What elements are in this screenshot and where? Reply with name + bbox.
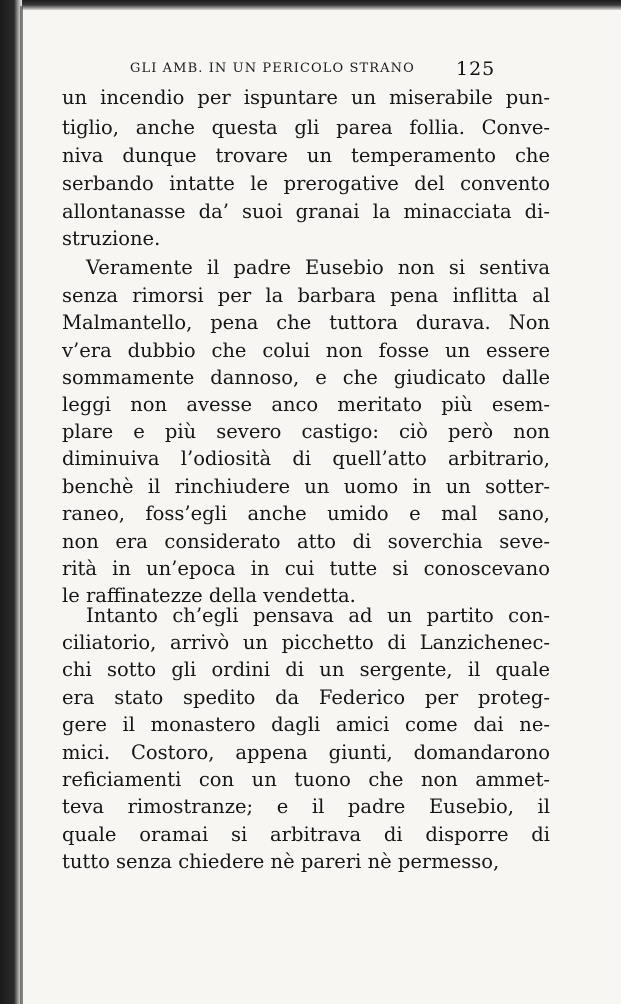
text-line: ciliatorio, arrivò un picchetto di Lanzichenec- xyxy=(62,631,550,654)
text-line: allontanasse da’ suoi granai la minacciata di- xyxy=(62,200,550,223)
text-line: era stato spedito da Federico per proteg- xyxy=(62,686,550,709)
text-line: gere il monastero dagli amici come dai ne- xyxy=(62,713,550,736)
text-line: serbando intatte le prerogative del convento xyxy=(62,172,550,195)
text-line: v’era dubbio che colui non fosse un essere xyxy=(62,339,550,362)
text-line: plare e più severo castigo: ciò però non xyxy=(62,420,550,443)
running-head: GLI AMB. IN UN PERICOLO STRANO xyxy=(130,61,415,76)
text-line: struzione. xyxy=(62,227,161,250)
text-line: chi sotto gli ordini di un sergente, il quale xyxy=(62,658,550,681)
text-line: Intanto ch’egli pensava ad un partito con- xyxy=(86,604,550,627)
text-line: non era considerato atto di soverchia seve- xyxy=(62,530,550,553)
text-line: un incendio per ispuntare un miserabile pun- xyxy=(62,86,550,109)
text-line: Veramente il padre Eusebio non si sentiva xyxy=(86,256,550,279)
text-line: tutto senza chiedere nè pareri nè permesso, xyxy=(62,850,500,873)
text-line: mici. Costoro, appena giunti, domandarono xyxy=(62,741,550,764)
scan-binding-line xyxy=(20,6,23,1004)
text-line: teva rimostranze; e il padre Eusebio, il xyxy=(62,795,550,818)
text-line: Malmantello, pena che tuttora durava. Non xyxy=(62,311,550,334)
text-line: raneo, foss’egli anche umido e mal sano, xyxy=(62,502,550,525)
scan-top-edge xyxy=(0,0,621,10)
text-line: niva dunque trovare un temperamento che xyxy=(62,144,550,167)
page-number: 125 xyxy=(456,58,496,80)
text-line: senza rimorsi per la barbara pena inflitta al xyxy=(62,284,550,307)
text-line: tiglio, anche questa gli parea follia. Conve- xyxy=(62,116,550,139)
text-line: le raffinatezze della vendetta. xyxy=(62,584,356,607)
text-line: rità in un’epoca in cui tutte si conoscevano xyxy=(62,557,550,580)
text-line: sommamente dannoso, e che giudicato dalle xyxy=(62,366,550,389)
text-line: benchè il rinchiudere un uomo in un sotter- xyxy=(62,475,550,498)
text-line: reficiamenti con un tuono che non ammet- xyxy=(62,768,550,791)
text-line: leggi non avesse anco meritato più esem- xyxy=(62,393,550,416)
text-line: quale oramai si arbitrava di disporre di xyxy=(62,823,550,846)
scan-binding-edge xyxy=(0,0,22,1004)
text-line: diminuiva l’odiosità di quell’atto arbitrario, xyxy=(62,447,550,470)
